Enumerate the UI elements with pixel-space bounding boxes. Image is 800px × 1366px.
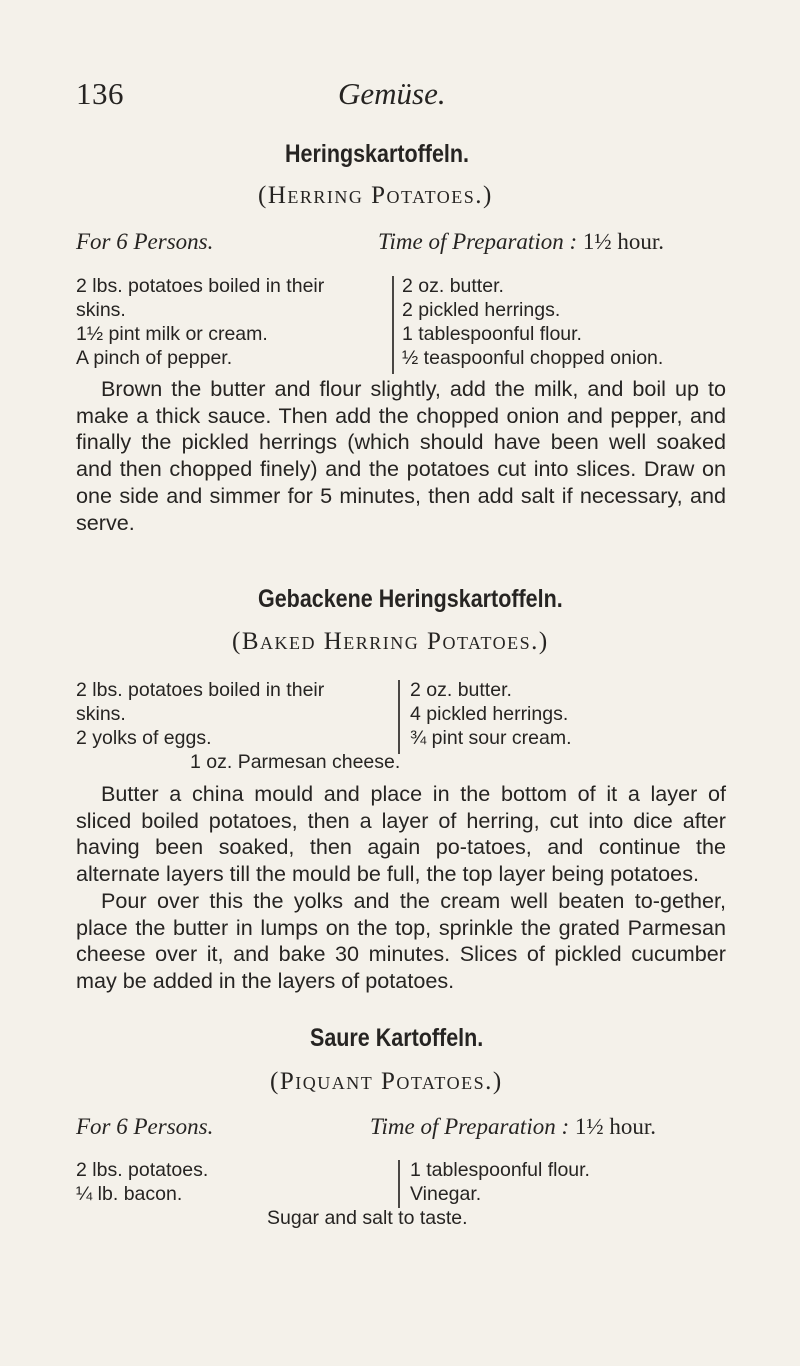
ingredient: skins. xyxy=(76,703,126,725)
ingredient: ½ teaspoonful chopped onion. xyxy=(402,347,664,369)
instructions-paragraph: Pour over this the yolks and the cream well beaten to-gether, place the butter in lumps on the top, sprinkle the grated Parmesan cheese over it, and bake 30 minutes. Slices of pickled cucumber may be added in the layers of potatoes. xyxy=(76,887,726,993)
ingredient: 2 oz. butter. xyxy=(402,275,504,297)
recipe-title: Heringskartoffeln. xyxy=(285,140,469,168)
preparation-time-value: 1½ hour. xyxy=(582,229,665,254)
instructions-paragraph: Butter a china mould and place in the bottom of it a layer of sliced boiled potatoes, then a layer of herring, cut into dice after having been soaked, then again po-tatoes, and continue the alternate layers till the mould be full, the top layer being potatoes. xyxy=(76,781,726,887)
recipe-subtitle: (Herring Potatoes.) xyxy=(258,182,493,209)
recipe-instructions xyxy=(76,376,726,536)
preparation-time-label: Time of Preparation : xyxy=(370,1114,570,1139)
ingredient: 1 tablespoonful flour. xyxy=(402,323,582,345)
column-rule xyxy=(398,1160,400,1208)
ingredients-right xyxy=(402,274,663,370)
ingredient: ¾ pint sour cream. xyxy=(410,727,572,749)
ingredient: 1½ pint milk or cream. xyxy=(76,323,268,345)
ingredient-shared: 1 oz. Parmesan cheese. xyxy=(190,751,401,773)
ingredient: ¼ lb. bacon. xyxy=(76,1183,183,1205)
ingredient: 2 yolks of eggs. xyxy=(76,727,212,749)
page-number: 136 xyxy=(76,76,124,111)
servings: For 6 Persons. xyxy=(76,1114,214,1139)
ingredient-shared: Sugar and salt to taste. xyxy=(267,1207,468,1229)
running-title: Gemüse. xyxy=(338,76,446,111)
ingredient: A pinch of pepper. xyxy=(76,347,233,369)
ingredients-left xyxy=(76,274,324,370)
preparation-time-label: Time of Preparation : xyxy=(378,229,578,254)
recipe-subtitle: (Piquant Potatoes.) xyxy=(270,1068,503,1095)
ingredient: 2 lbs. potatoes boiled in their xyxy=(76,679,325,701)
ingredient: 1 tablespoonful flour. xyxy=(410,1159,590,1181)
ingredient: 2 lbs. potatoes boiled in their xyxy=(76,275,325,297)
ingredients-right xyxy=(410,678,571,750)
ingredient: 4 pickled herrings. xyxy=(410,703,569,725)
recipe-title: Saure Kartoffeln. xyxy=(310,1024,484,1052)
ingredients-left xyxy=(76,678,324,750)
ingredient: 2 oz. butter. xyxy=(410,679,512,701)
recipe-instructions xyxy=(76,781,726,995)
recipe-title: Gebackene Heringskartoffeln. xyxy=(258,585,563,613)
ingredients-left xyxy=(76,1158,208,1206)
preparation-time-value: 1½ hour. xyxy=(574,1114,657,1139)
column-rule xyxy=(398,680,400,754)
servings: For 6 Persons. xyxy=(76,229,214,254)
ingredients-right xyxy=(410,1158,590,1206)
instructions-paragraph: Brown the butter and flour slightly, add the milk, and boil up to make a thick sauce. Then add the chopped onion and pepper, and finally the pickled herrings (which should have been well soaked and then chopped finely) and the potatoes cut into slices. Draw on one side and simmer for 5 minutes, then add salt if necessary, and serve. xyxy=(76,376,726,535)
ingredient: Vinegar. xyxy=(410,1183,482,1205)
recipe-subtitle: (Baked Herring Potatoes.) xyxy=(232,628,549,655)
preparation-time xyxy=(370,1114,656,1140)
ingredient: 2 pickled herrings. xyxy=(402,299,561,321)
ingredient: 2 lbs. potatoes. xyxy=(76,1159,209,1181)
preparation-time xyxy=(378,229,664,255)
ingredient: skins. xyxy=(76,299,126,321)
column-rule xyxy=(392,276,394,374)
